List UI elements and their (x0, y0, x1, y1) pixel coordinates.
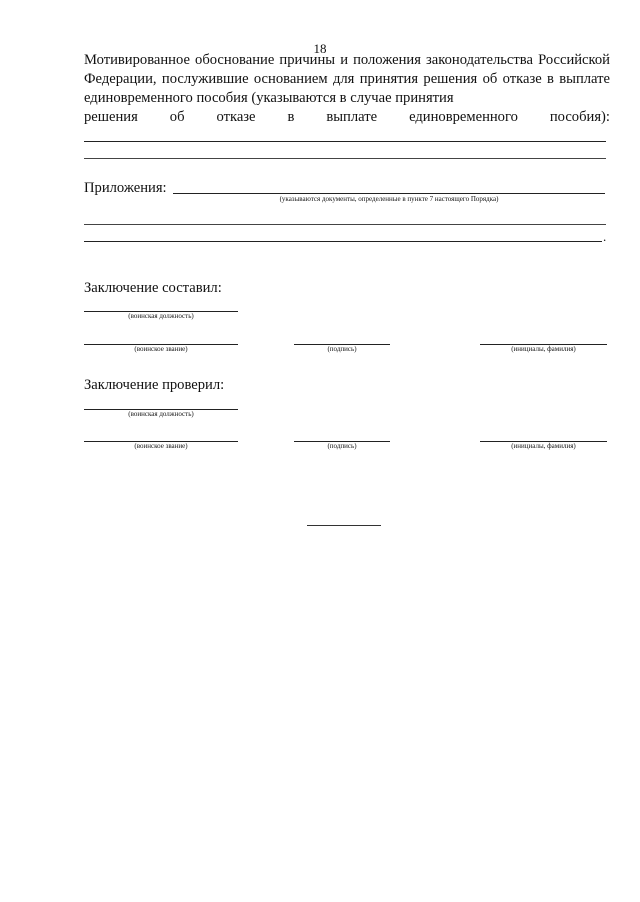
checked-by-heading: Заключение проверил: (84, 377, 225, 393)
checked-rank-caption: (воинское звание) (134, 442, 188, 450)
checked-name-caption: (инициалы, фамилия) (511, 442, 576, 450)
word: в (287, 109, 295, 125)
justification-line-2[interactable] (84, 158, 606, 159)
checked-signature-caption: (подпись) (327, 442, 357, 450)
justification-paragraph: Мотивированное обоснование причины и положения законодательства Российской Федерации, послужившие основанием для принятия решения об отказе в выплате единовременного пособия (указываются в случае принятия (84, 52, 610, 106)
closing-divider (307, 525, 381, 526)
compiled-rank-caption: (воинское звание) (134, 345, 188, 353)
word: отказе (216, 109, 256, 125)
compiled-name-caption: (инициалы, фамилия) (511, 345, 576, 353)
attachments-line-3[interactable] (84, 241, 602, 242)
word: решения (84, 109, 138, 125)
attachments-end-dot: . (603, 229, 607, 244)
attachments-caption: (указываются документы, определенные в пункте 7 настоящего Порядка) (279, 195, 499, 203)
word: единовременного (409, 109, 518, 125)
word: об (169, 109, 185, 125)
compiled-by-heading: Заключение составил: (84, 280, 222, 296)
checked-position-caption: (воинская должность) (128, 410, 194, 418)
attachments-line-2[interactable] (84, 224, 606, 225)
compiled-position-caption: (воинская должность) (128, 312, 194, 320)
attachments-label: Приложения: (84, 180, 167, 196)
justification-line-1[interactable] (84, 141, 606, 142)
word: пособия): (549, 109, 610, 125)
compiled-signature-caption: (подпись) (327, 345, 357, 353)
justification-paragraph-last-line (84, 108, 610, 127)
attachments-line[interactable] (173, 193, 605, 194)
page-number: 18 (313, 41, 327, 56)
word: выплате (326, 109, 378, 125)
